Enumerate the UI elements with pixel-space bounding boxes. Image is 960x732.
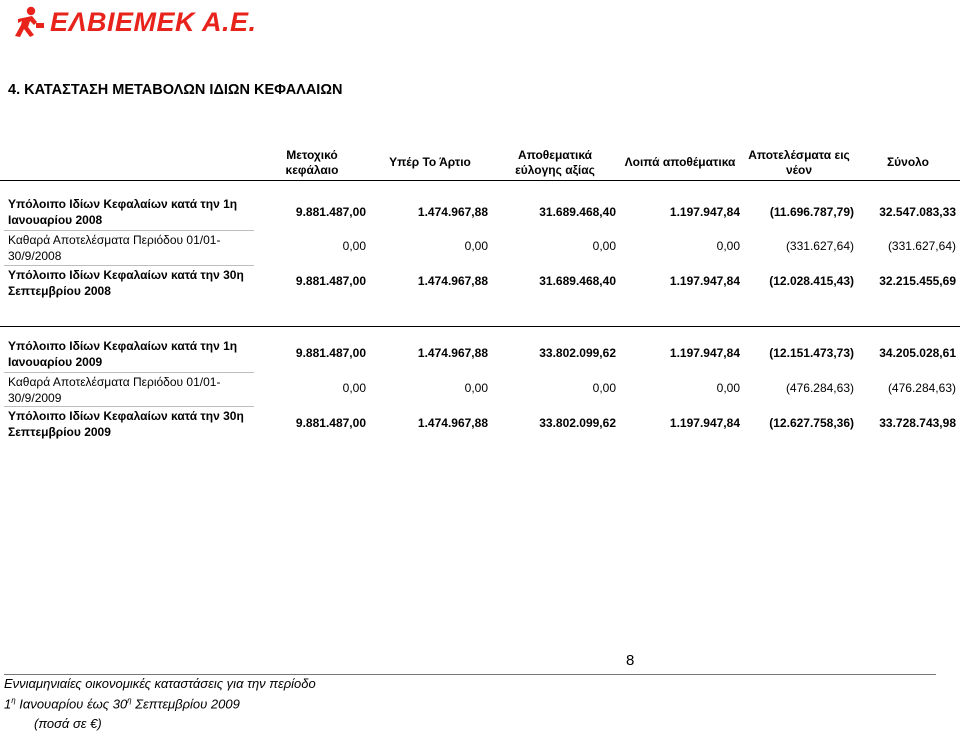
cell-closing-2009-share-premium: 1.474.967,88 [417, 416, 488, 430]
column-header-other-reserves: Λοιπά αποθέματικα [624, 155, 736, 169]
row-label-opening-2008: Υπόλοιπο Ιδίων Κεφαλαίων κατά την 1η Ιανουαρίου 2008 [8, 197, 238, 227]
cell-result-2008-retained: (331.627,64) [785, 239, 854, 253]
column-header-total: Σύνολο [886, 155, 930, 169]
cell-opening-2008-retained: (11.696.787,79) [769, 205, 854, 219]
cell-closing-2008-share-premium: 1.474.967,88 [417, 274, 488, 288]
column-header-fair-value-reserves: Αποθεματικά εύλογης αξίας [515, 148, 595, 177]
page-number: 8 [626, 652, 635, 669]
row-separator [4, 372, 254, 373]
cell-opening-2008-total: 32.547.083,33 [879, 205, 956, 219]
column-header-retained-earnings: Αποτελέσματα εις νέον [748, 148, 850, 177]
cell-closing-2008-retained: (12.028.415,43) [769, 274, 854, 288]
company-name: ΕΛΒΙΕΜΕΚ Α.Ε. [50, 6, 257, 37]
cell-opening-2009-total: 34.205.028,61 [879, 346, 956, 360]
cell-result-2009-total: (476.284,63) [887, 381, 956, 395]
cell-closing-2009-total: 33.728.743,98 [879, 416, 956, 430]
cell-result-2008-share-premium: 0,00 [464, 239, 488, 253]
cell-opening-2009-retained: (12.151.473,73) [769, 346, 854, 360]
cell-closing-2008-total: 32.215.455,69 [879, 274, 956, 288]
cell-closing-2009-other-reserves: 1.197.947,84 [669, 416, 740, 430]
cell-opening-2009-other-reserves: 1.197.947,84 [669, 346, 740, 360]
cell-closing-2009-fair-value: 33.802.099,62 [539, 416, 616, 430]
cell-result-2008-fair-value: 0,00 [592, 239, 616, 253]
footer-period-line: Εννιαμηνιαίες οικονομικές καταστάσεις για την περίοδο [4, 676, 316, 691]
cell-result-2008-share-capital: 0,00 [342, 239, 366, 253]
footer-rule [4, 674, 936, 675]
cell-result-2009-retained: (476.284,63) [785, 381, 854, 395]
cell-closing-2008-fair-value: 31.689.468,40 [539, 274, 616, 288]
cell-result-2009-share-premium: 0,00 [464, 381, 488, 395]
cell-opening-2008-fair-value: 31.689.468,40 [539, 205, 616, 219]
cell-result-2009-other-reserves: 0,00 [716, 381, 740, 395]
footer-currency-note: (ποσά σε €) [34, 716, 102, 731]
block-rule [0, 326, 960, 327]
row-separator [4, 406, 254, 407]
company-logo [10, 4, 257, 40]
cell-opening-2009-share-premium: 1.474.967,88 [417, 346, 488, 360]
cell-opening-2008-other-reserves: 1.197.947,84 [669, 205, 740, 219]
row-label-closing-2008: Υπόλοιπο Ιδίων Κεφαλαίων κατά την 30η Σεπτεμβρίου 2008 [8, 268, 244, 298]
row-label-net-result-2009: Καθαρά Αποτελέσματα Περιόδου 01/01- 30/9/2009 [8, 375, 221, 405]
cell-result-2008-total: (331.627,64) [887, 239, 956, 253]
cell-closing-2008-share-capital: 9.881.487,00 [295, 274, 366, 288]
cell-opening-2008-share-premium: 1.474.967,88 [417, 205, 488, 219]
cell-closing-2009-retained: (12.627.758,36) [769, 416, 854, 430]
cell-opening-2008-share-capital: 9.881.487,00 [295, 205, 366, 219]
column-header-share-capital: Μετοχικό κεφάλαιο [285, 148, 339, 177]
header-rule [0, 180, 960, 181]
cell-closing-2009-share-capital: 9.881.487,00 [295, 416, 366, 430]
cell-opening-2009-fair-value: 33.802.099,62 [539, 346, 616, 360]
row-label-opening-2009: Υπόλοιπο Ιδίων Κεφαλαίων κατά την 1η Ιανουαρίου 2009 [8, 339, 238, 369]
footer-date-line: $1^\eta$ Ιανουαρίου έως $30^\eta$ Σεπτεμβρίου 2009 [4, 696, 240, 712]
column-header-share-premium: Υπέρ Το Άρτιο [389, 155, 471, 169]
row-label-net-result-2008: Καθαρά Αποτελέσματα Περιόδου 01/01- 30/9/2008 [8, 233, 221, 263]
section-title: 4. ΚΑΤΑΣΤΑΣΗ ΜΕΤΑΒΟΛΩΝ ΙΔΙΩΝ ΚΕΦΑΛΑΙΩΝ [8, 82, 343, 98]
cell-closing-2008-other-reserves: 1.197.947,84 [669, 274, 740, 288]
cell-result-2009-share-capital: 0,00 [342, 381, 366, 395]
cell-result-2008-other-reserves: 0,00 [716, 239, 740, 253]
cell-result-2009-fair-value: 0,00 [592, 381, 616, 395]
row-label-closing-2009: Υπόλοιπο Ιδίων Κεφαλαίων κατά την 30η Σεπτεμβρίου 2009 [8, 409, 244, 439]
cell-opening-2009-share-capital: 9.881.487,00 [295, 346, 366, 360]
row-separator [4, 230, 254, 231]
worker-figure-icon [10, 5, 46, 39]
row-separator [4, 265, 254, 266]
